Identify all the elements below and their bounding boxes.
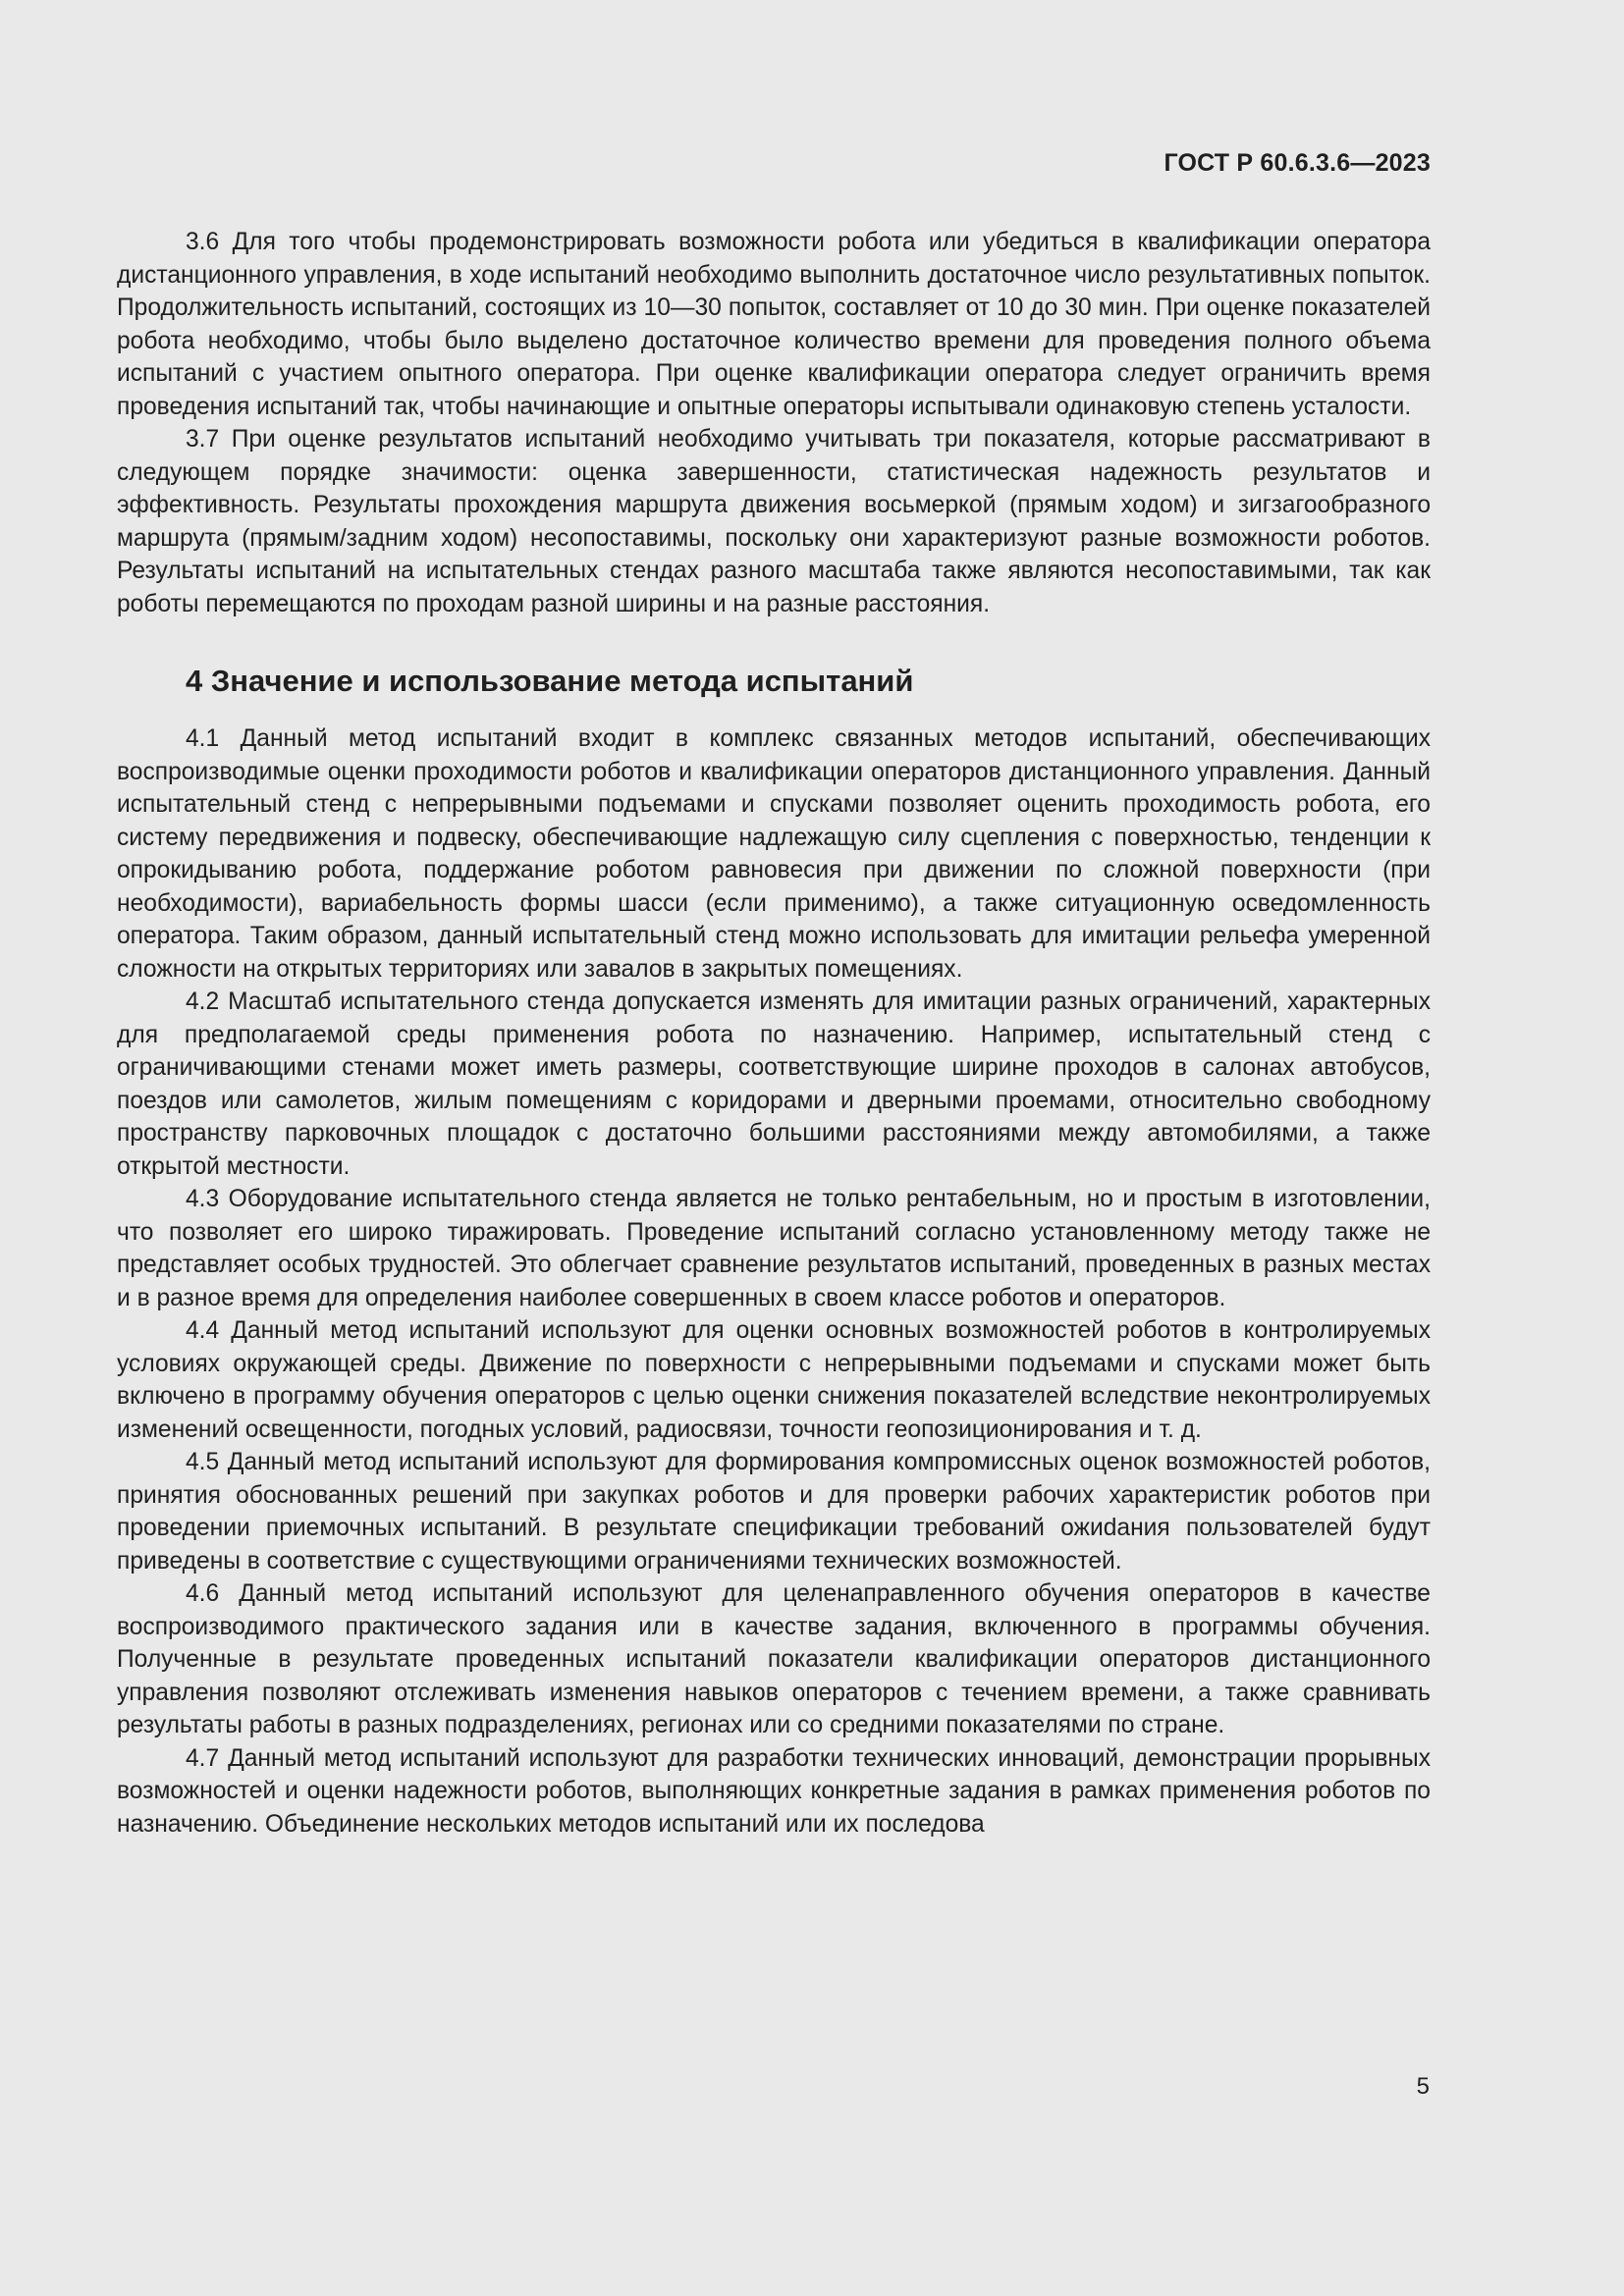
paragraph-4-1: 4.1 Данный метод испытаний входит в комплекс связанных методов испытаний, обеспечивающих воспроизводимые оценки проходимости роботов и квалификации операторов дистанционного управления. Данный испытательный стенд с непрерывными подъемами и спусками позволяет оценить проходимость робота, его систему передвижения и подвеску, обеспечивающие надлежащую силу сцепления с поверхностью, тенденции к опрокидыванию робота, поддержание роботом равновесия при движении по сложной поверхности (при необходимости), вариабельность формы шасси (если применимо), а также ситуационную осведомленность оператора. Таким образом, данный испытательный стенд можно использовать для имитации рельефа умеренной сложности на открытых территориях или завалов в закрытых помещениях. — [117, 725, 1431, 983]
paragraph-4-4: 4.4 Данный метод испытаний используют для оценки основных возможностей роботов в контролируемых условиях окружающей среды. Движение по поверхности с непрерывными подъемами и спусками может быть включено в программу обучения операторов с целью оценки снижения показателей вследствие неконтролируемых изменений освещенности, погодных условий, радиосвязи, точности геопозиционирования и т. д. — [117, 1317, 1431, 1443]
paragraph-4-6: 4.6 Данный метод испытаний используют для целенаправленного обучения операторов в качестве воспроизводимого практического задания или в качестве задания, включенного в программы обучения. Полученные в результате проведенных испытаний показатели квалификации операторов дистанционного управления позволяют отслеживать изменения навыков операторов с течением времени, а также сравнивать результаты работы в разных подразделениях, регионах или со средними показателями по стране. — [117, 1580, 1431, 1738]
paragraph-3-6: 3.6 Для того чтобы продемонстрировать возможности робота или убедиться в квалификации оператора дистанционного управления, в ходе испытаний необходимо выполнить достаточное число результативных попыток. Продолжительность испытаний, состоящих из 10—30 попыток, составляет от 10 до 30 мин. При оценке показателей робота необходимо, чтобы было выделено достаточное количество времени для проведения полного объема испытаний с участием опытного оператора. При оценке квалификации оператора следует ограничить время проведения испытаний так, чтобы начинающие и опытные операторы испытывали одинаковую степень усталости. — [117, 229, 1431, 420]
paragraph-4-7: 4.7 Данный метод испытаний используют для разработки технических инноваций, демонстрации прорывных возможностей и оценки надежности роботов, выполняющих конкретные задания в рамках применения роботов по назначению. Объединение нескольких методов испытаний или их последова — [117, 1744, 1431, 1838]
paragraph-4-3: 4.3 Оборудование испытательного стенда является не только рентабельным, но и простым в изготовлении, что позволяет его широко тиражировать. Проведение испытаний согласно установленному методу также не представляет особых трудностей. Это облегчает сравнение результатов испытаний, проведенных в разных местах и в разное время для определения наиболее совершенных в своем классе роботов и операторов. — [117, 1186, 1431, 1311]
paragraph-4-5: 4.5 Данный метод испытаний используют для формирования компромиссных оценок возможностей роботов, принятия обоснованных решений при закупках роботов и для проверки рабочих характеристик роботов при проведении приемочных испытаний. В результате спецификации требований ожиdания пользователей будут приведены в соответствие с существующими ограничениями технических возможностей. — [117, 1449, 1431, 1575]
page-number: 5 — [1416, 2073, 1430, 2100]
paragraph-3-7: 3.7 При оценке результатов испытаний необходимо учитывать три показателя, которые рассматривают в следующем порядке значимости: оценка завершенности, статистическая надежность результатов и эффективность. Результаты прохождения маршрута движения восьмеркой (прямым ходом) и зигзагообразного маршрута (прямым/задним ходом) несопоставимы, поскольку они характеризуют разные возможности роботов. Результаты испытаний на испытательных стендах разного масштаба также являются несопоставимыми, так как роботы перемещаются по проходам разной ширины и на разные расстояния. — [117, 426, 1431, 617]
document-body — [117, 226, 1431, 1841]
paragraph-4-2: 4.2 Масштаб испытательного стенда допускается изменять для имитации разных ограничений, характерных для предполагаемой среды применения робота по назначению. Например, испытательный стенд с ограничивающими стенами может иметь размеры, соответствующие ширине проходов в салонах автобусов, поездов или самолетов, жилым помещениям с коридорами и дверными проемами, относительно свободному пространству парковочных площадок с достаточно большими расстояниями между автомобилями, а также открытой местности. — [117, 988, 1431, 1180]
document-code-header: ГОСТ Р 60.6.3.6—2023 — [1164, 149, 1431, 177]
section-heading: 4 Значение и использование метода испытаний — [186, 664, 914, 698]
